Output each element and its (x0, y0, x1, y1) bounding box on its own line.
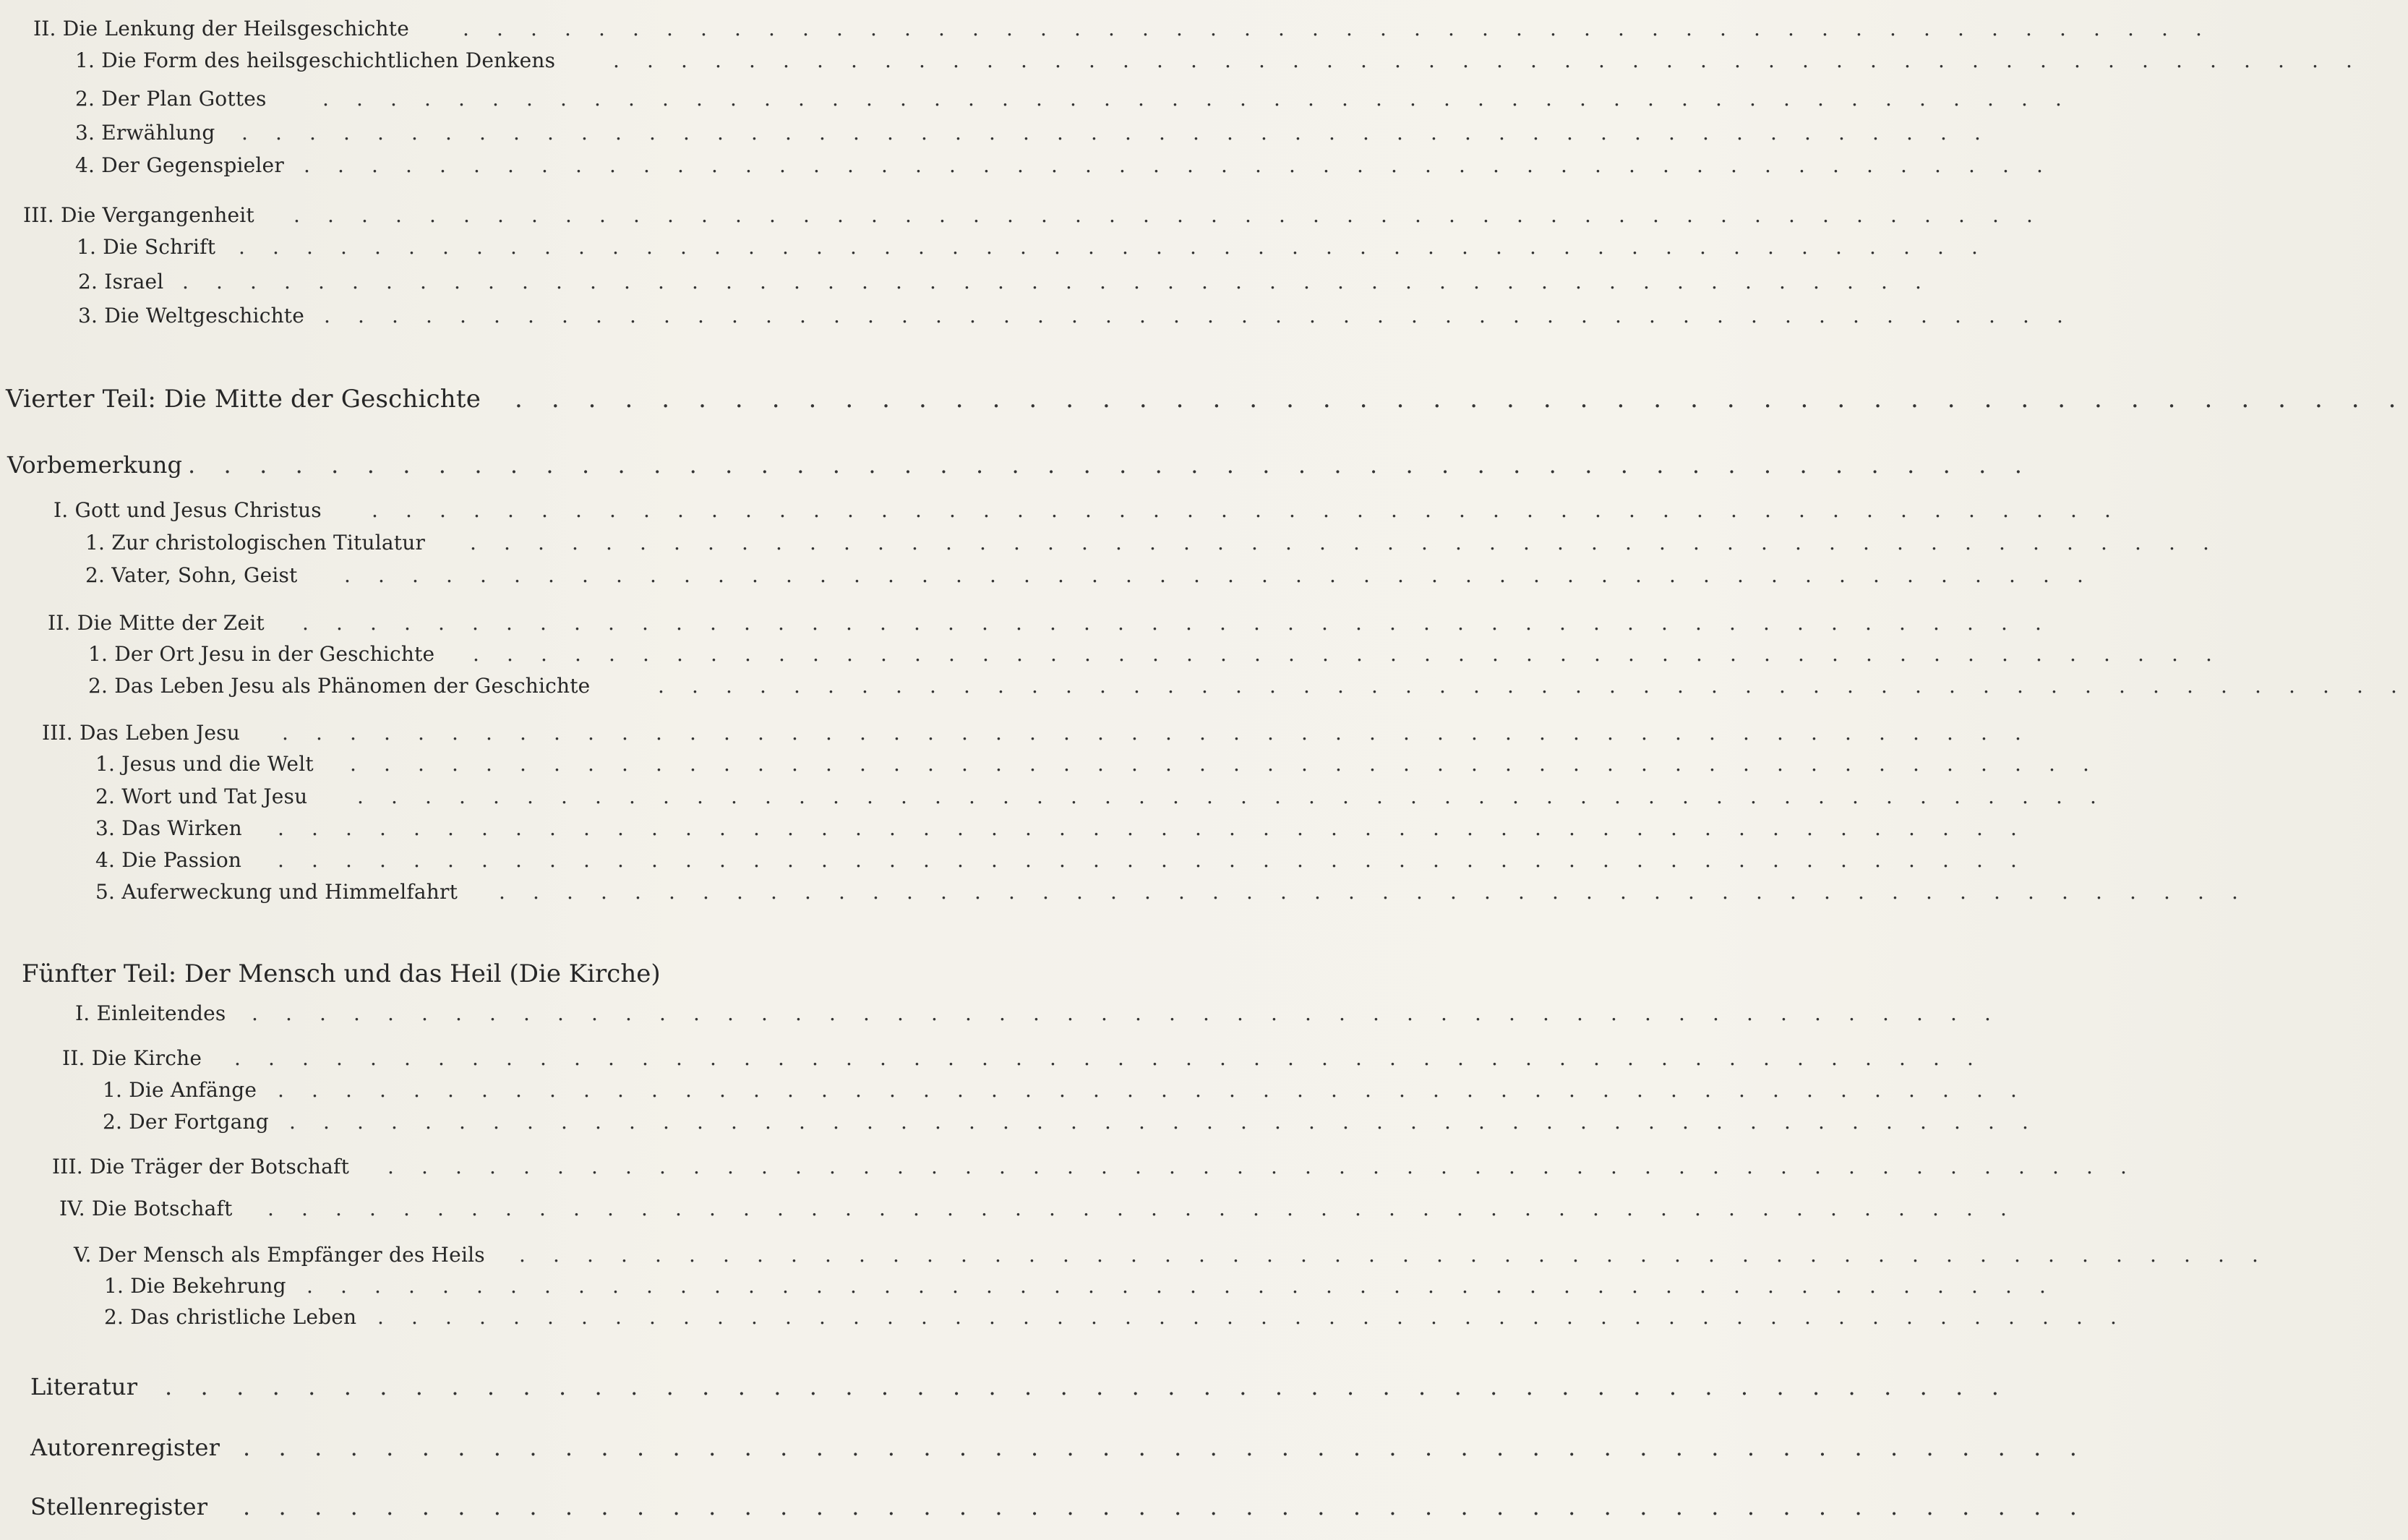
toc-leader-dots: . . . . . . . . . . . . . . . . . . . . . . . . . . . . . . . . . . . . . . . . . . . . . . . . . . . . (239, 235, 1989, 259)
toc-leader-dots: . . . . . . . . . . . . . . . . . . . . . . . . . . . . . . . . . . . . . . . . . . . . . . . . . . . . (267, 1197, 2018, 1220)
toc-entry-title: II. Die Kirche (62, 1046, 202, 1070)
toc-leader-dots: . . . . . . . . . . . . . . . . . . . . . . . . . . . . . . . . . . . . . . . . . . . . . . . . . . . . (470, 531, 2220, 555)
toc-entry-title: 3. Die Weltgeschichte (78, 304, 305, 328)
toc-leader-dots: . . . . . . . . . . . . . . . . . . . . . . . . . . . . . . . . . . . . . . . . . . . . . . . . . . . . (322, 87, 2073, 111)
toc-leader-dots: . . . . . . . . . . . . . . . . . . . . . . . . . . . . . . . . . . . . . . . . . . . . . . . . . . . . (243, 1434, 2088, 1461)
toc-leader-dots: . . . . . . . . . . . . . . . . . . . . . . . . . . . . . . . . . . . . . . . . . . . . . . . . . . . . (350, 752, 2100, 776)
toc-entry-title: 1. Die Form des heilsgeschichtlichen Denkens (75, 48, 556, 72)
toc-leader-dots: . . . . . . . . . . . . . . . . . . . . . . . . . . . . . . . . . . . . . . . . . . . . . . . . . . . . (241, 121, 1992, 145)
toc-entry-title: 2. Das christliche Leben (104, 1305, 357, 1329)
toc-leader-dots: . . . . . . . . . . . . . . . . . . . . . . . . . . . . . . . . . . . . . . . . . . . . . . . . . . . . (278, 1078, 2028, 1102)
toc-entry-title: Vorbemerkung (7, 451, 183, 479)
toc-entry-title: 5. Auferweckung und Himmelfahrt (95, 880, 458, 904)
toc-leader-dots: . . . . . . . . . . . . . . . . . . . . . . . . . . . . . . . . . . . . . . . . . . . . . . . . . . . . (387, 1155, 2138, 1178)
toc-entry-title: III. Das Leben Jesu (42, 721, 240, 745)
toc-entry-title: Fünfter Teil: Der Mensch und das Heil (Die Kirche) (22, 959, 661, 988)
toc-leader-dots: . . . . . . . . . . . . . . . . . . . . . . . . . . . . . . . . . . . . . . . . . . . . . . . . . . . . (372, 498, 2122, 522)
toc-entry-title: 1. Der Ort Jesu in der Geschichte (88, 642, 435, 666)
toc-entry-title: III. Die Träger der Botschaft (52, 1155, 350, 1178)
toc-leader-dots: . . . . . . . . . . . . . . . . . . . . . . . . . . . . . . . . . . . . . . . . . . . . . . . . . . . . (165, 1373, 2010, 1400)
toc-leader-dots: . . . . . . . . . . . . . . . . . . . . . . . . . . . . . . . . . . . . . . . . . . . . . . . . . . . . (499, 880, 2249, 904)
toc-entry-title: 1. Zur christologischen Titulatur (85, 531, 426, 555)
toc-leader-dots: . . . . . . . . . . . . . . . . . . . . . . . . . . . . . . . . . . . . . . . . . . . . . . . . . . . . (234, 1046, 1984, 1070)
toc-leader-dots: . . . . . . . . . . . . . . . . . . . . . . . . . . . . . . . . . . . . . . . . . . . . . . . . . . . . (282, 721, 2032, 745)
toc-entry-title: 2. Das Leben Jesu als Phänomen der Geschichte (88, 674, 591, 698)
toc-entry-title: 2. Israel (78, 270, 164, 294)
toc-entry-title: I. Einleitendes (75, 1001, 226, 1025)
toc-leader-dots: . . . . . . . . . . . . . . . . . . . . . . . . . . . . . . . . . . . . . . . . . . . . . . . . . . . . (188, 451, 2033, 479)
toc-entry-title: Autorenregister (30, 1434, 220, 1461)
toc-entry-title: III. Die Vergangenheit (23, 203, 254, 227)
toc-entry-title: 2. Wort und Tat Jesu (95, 784, 308, 808)
toc-entry-title: 1. Die Bekehrung (104, 1274, 286, 1298)
toc-entry-title: 2. Vater, Sohn, Geist (85, 563, 298, 587)
toc-entry-title: Literatur (30, 1373, 138, 1400)
toc-leader-dots: . . . . . . . . . . . . . . . . . . . . . . . . . . . . . . . . . . . . . . . . . . . . . . . . . . . . (463, 17, 2213, 40)
toc-entry-title: II. Die Mitte der Zeit (48, 611, 265, 635)
toc-entry-title: IV. Die Botschaft (59, 1197, 233, 1220)
toc-entry-title: 1. Jesus und die Welt (95, 752, 314, 776)
toc-leader-dots: . . . . . . . . . . . . . . . . . . . . . . . . . . . . . . . . . . . . . . . . . . . . . . . . . . . . (658, 674, 2408, 698)
toc-entry-title: 2. Der Plan Gottes (75, 87, 267, 111)
toc-leader-dots: . . . . . . . . . . . . . . . . . . . . . . . . . . . . . . . . . . . . . . . . . . . . . . . . . . . . (293, 203, 2044, 227)
toc-entry-title: 3. Das Wirken (95, 816, 242, 840)
toc-leader-dots: . . . . . . . . . . . . . . . . . . . . . . . . . . . . . . . . . . . . . . . . . . . . . . . . . . . . (243, 1493, 2088, 1520)
toc-leader-dots: . . . . . . . . . . . . . . . . . . . . . . . . . . . . . . . . . . . . . . . . . . . . . . . . . . . . (304, 153, 2054, 177)
toc-entry-title: 3. Erwählung (75, 121, 215, 145)
toc-leader-dots: . . . . . . . . . . . . . . . . . . . . . . . . . . . . . . . . . . . . . . . . . . . . . . . . . . . . (515, 385, 2407, 414)
toc-entry-title: 1. Die Anfänge (103, 1078, 257, 1102)
toc-entry-title: 4. Der Gegenspieler (75, 153, 284, 177)
toc-leader-dots: . . . . . . . . . . . . . . . . . . . . . . . . . . . . . . . . . . . . . . . . . . . . . . . . . . . . (613, 48, 2363, 72)
toc-entry-title: 1. Die Schrift (77, 235, 216, 259)
toc-leader-dots: . . . . . . . . . . . . . . . . . . . . . . . . . . . . . . . . . . . . . . . . . . . . . . . . . . . . (324, 304, 2074, 328)
toc-leader-dots: . . . . . . . . . . . . . . . . . . . . . . . . . . . . . . . . . . . . . . . . . . . . . . . . . . . . (473, 642, 2223, 666)
toc-leader-dots: . . . . . . . . . . . . . . . . . . . . . . . . . . . . . . . . . . . . . . . . . . . . . . . . . . . . (252, 1001, 2002, 1025)
toc-entry-title: II. Die Lenkung der Heilsgeschichte (33, 17, 409, 40)
toc-leader-dots: . . . . . . . . . . . . . . . . . . . . . . . . . . . . . . . . . . . . . . . . . . . . . . . . . . . . (182, 270, 1932, 294)
toc-entry-title: Stellenregister (30, 1493, 208, 1520)
toc-leader-dots: . . . . . . . . . . . . . . . . . . . . . . . . . . . . . . . . . . . . . . . . . . . . . . . . . . . . (377, 1305, 2128, 1329)
toc-leader-dots: . . . . . . . . . . . . . . . . . . . . . . . . . . . . . . . . . . . . . . . . . . . . . . . . . . . . (278, 848, 2028, 872)
toc-leader-dots: . . . . . . . . . . . . . . . . . . . . . . . . . . . . . . . . . . . . . . . . . . . . . . . . . . . . (278, 816, 2028, 840)
toc-entry-title: Vierter Teil: Die Mitte der Geschichte (6, 385, 481, 414)
toc-leader-dots: . . . . . . . . . . . . . . . . . . . . . . . . . . . . . . . . . . . . . . . . . . . . . . . . . . . . (289, 1110, 2039, 1134)
toc-entry-title: 4. Die Passion (95, 848, 242, 872)
toc-leader-dots: . . . . . . . . . . . . . . . . . . . . . . . . . . . . . . . . . . . . . . . . . . . . . . . . . . . . (519, 1243, 2269, 1267)
toc-leader-dots: . . . . . . . . . . . . . . . . . . . . . . . . . . . . . . . . . . . . . . . . . . . . . . . . . . . . (307, 1274, 2057, 1298)
toc-leader-dots: . . . . . . . . . . . . . . . . . . . . . . . . . . . . . . . . . . . . . . . . . . . . . . . . . . . . (302, 611, 2052, 635)
toc-entry-title: V. Der Mensch als Empfänger des Heils (74, 1243, 485, 1267)
toc-leader-dots: . . . . . . . . . . . . . . . . . . . . . . . . . . . . . . . . . . . . . . . . . . . . . . . . . . . . (344, 563, 2094, 587)
toc-entry-title: I. Gott und Jesus Christus (53, 498, 322, 522)
toc-entry-title: 2. Der Fortgang (103, 1110, 269, 1134)
toc-leader-dots: . . . . . . . . . . . . . . . . . . . . . . . . . . . . . . . . . . . . . . . . . . . . . . . . . . . . (357, 784, 2107, 808)
